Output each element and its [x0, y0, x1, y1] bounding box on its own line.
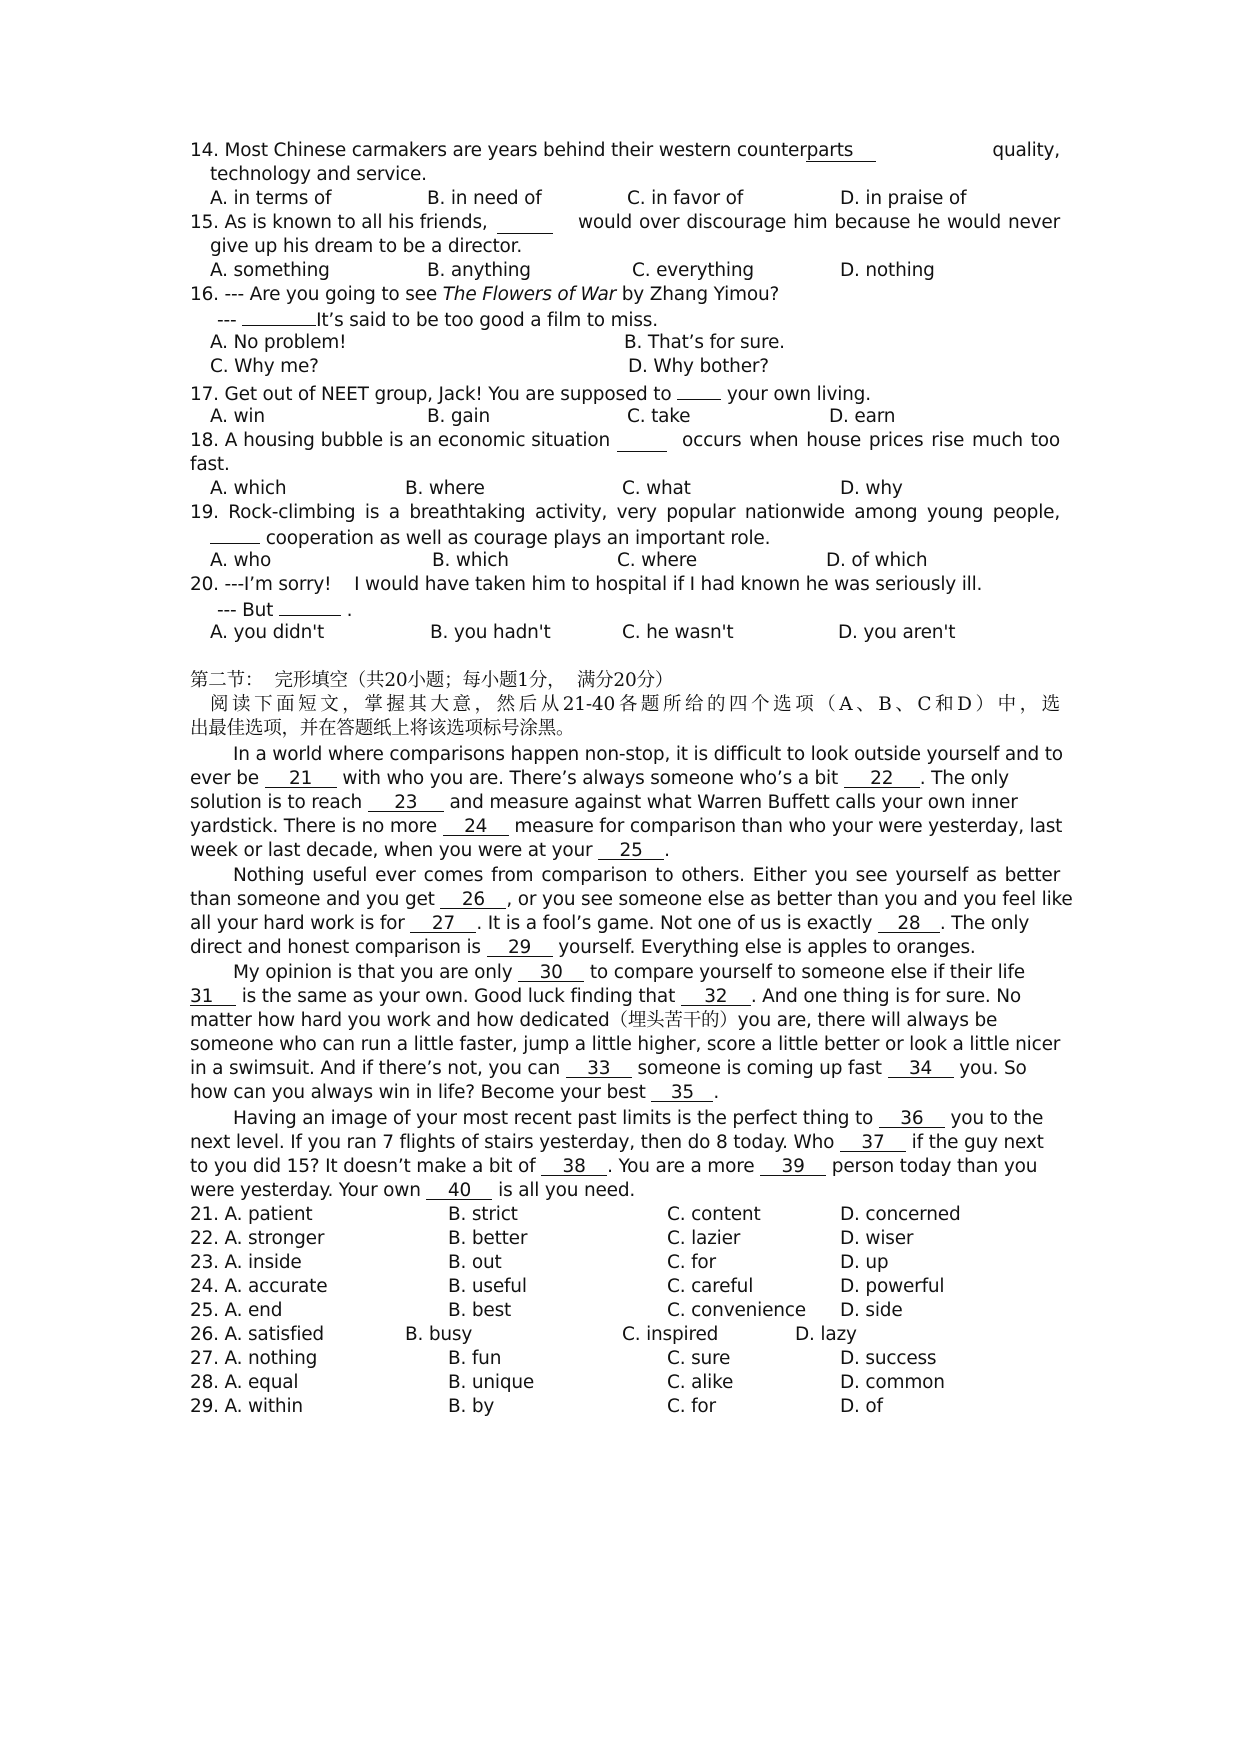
q26-option-c: C. inspired — [622, 1324, 719, 1345]
q18-stem-end: occurs when house prices rise much too — [682, 430, 1060, 451]
passage-text: with who you are. There’s always someone who’s a bit — [342, 768, 839, 789]
q17-option-d: D. earn — [829, 406, 896, 427]
passage-text: ever be — [190, 768, 259, 789]
q21-option-b: B. strict — [448, 1204, 518, 1225]
q26-option-d: D. lazy — [795, 1324, 857, 1345]
passage-p1-line2 — [190, 766, 1060, 792]
q20-line2 — [217, 596, 1087, 622]
passage-text: . And one thing is for sure. No — [750, 986, 1021, 1007]
q26-option-a: 26. A. satisfied — [190, 1324, 324, 1345]
passage-text: Having an image of your most recent past limits is the perfect thing to — [233, 1108, 874, 1129]
q17-option-c: C. take — [627, 406, 691, 427]
passage-text: . The only — [939, 913, 1030, 934]
q15-line1 — [190, 210, 1060, 236]
q16-blank — [242, 306, 316, 326]
q21-option-d: D. concerned — [840, 1204, 961, 1225]
blank-36: 36 — [879, 1108, 945, 1128]
blank-28: 28 — [878, 913, 940, 933]
blank-37: 37 — [840, 1132, 906, 1152]
passage-text: how can you always win in life? Become your best — [190, 1082, 646, 1103]
passage-text: than someone and you get — [190, 889, 435, 910]
q25-option-c: C. convenience — [667, 1300, 806, 1321]
passage-text: matter how hard you work and how dedicated — [190, 1010, 610, 1031]
q25-option-a: 25. A. end — [190, 1300, 283, 1321]
passage-p2-line1: Nothing useful ever comes from comparison to others. Either you see yourself as better — [233, 865, 1060, 886]
passage-text: to compare yourself to someone else if their life — [589, 962, 1025, 983]
q14-option-d: D. in praise of — [840, 188, 967, 209]
passage-text: week or last decade, when you were at your — [190, 840, 593, 861]
q14-line1 — [190, 138, 1060, 164]
q16-option-b: B. That’s for sure. — [624, 332, 785, 353]
passage-p3-line6 — [190, 1080, 1060, 1106]
q14-option-c: C. in favor of — [627, 188, 744, 209]
q20-option-c: C. he wasn't — [622, 622, 734, 643]
q25-option-b: B. best — [448, 1300, 512, 1321]
q19-option-a: A. who — [210, 550, 272, 571]
q28-option-b: B. unique — [448, 1372, 535, 1393]
q29-option-d: D. of — [840, 1396, 883, 1417]
q27-option-d: D. success — [840, 1348, 937, 1369]
q21-option-a: 21. A. patient — [190, 1204, 313, 1225]
q17-stem: 17. Get out of NEET group, Jack! You are supposed to — [190, 384, 672, 405]
q28-option-a: 28. A. equal — [190, 1372, 299, 1393]
q27-option-c: C. sure — [667, 1348, 731, 1369]
passage-text: and measure against what Warren Buffett calls your own inner — [449, 792, 1018, 813]
q22-option-a: 22. A. stronger — [190, 1228, 325, 1249]
passage-text: you are, there will always be — [737, 1010, 998, 1031]
q19-line1: 19. Rock-climbing is a breathtaking activity, very popular nationwide among young people, — [190, 502, 1060, 523]
q22-option-b: B. better — [448, 1228, 528, 1249]
q19-option-b: B. which — [432, 550, 509, 571]
q18-option-a: A. which — [210, 478, 287, 499]
passage-p3-line3 — [190, 1008, 1060, 1034]
q14-option-a: A. in terms of — [210, 188, 332, 209]
blank-31: 31 — [190, 986, 236, 1006]
passage-p1-line1: In a world where comparisons happen non-stop, it is difficult to look outside yourself and to — [233, 744, 1063, 765]
q18-option-b: B. where — [405, 478, 485, 499]
q14-stem: 14. Most Chinese carmakers are years behind their western counterparts — [190, 140, 854, 161]
passage-text: measure for comparison than who your were yesterday, last — [514, 816, 1063, 837]
blank-38: 38 — [541, 1156, 607, 1176]
passage-text: solution is to reach — [190, 792, 363, 813]
passage-p3-line2 — [190, 984, 1060, 1010]
q15-option-c: C. everything — [632, 260, 754, 281]
q15-option-b: B. anything — [427, 260, 531, 281]
blank-34: 34 — [888, 1058, 954, 1078]
passage-p1-line5 — [190, 838, 1060, 864]
blank-27: 27 — [410, 913, 476, 933]
passage-text: . — [713, 1082, 720, 1103]
blank-22: 22 — [844, 768, 920, 788]
passage-text: . — [664, 840, 670, 861]
blank-29: 29 — [487, 937, 553, 957]
q14-stem-end: quality, — [992, 140, 1060, 161]
q20-line1: 20. ---I’m sorry! I would have taken him to hospital if I had known he was seriously ill. — [190, 574, 983, 595]
passage-text: yardstick. There is no more — [190, 816, 437, 837]
q24-option-c: C. careful — [667, 1276, 754, 1297]
passage-p4-line2 — [190, 1130, 1060, 1156]
passage-p3-line5 — [190, 1056, 1060, 1082]
blank-23: 23 — [368, 792, 444, 812]
q15-option-a: A. something — [210, 260, 330, 281]
q17-line1 — [190, 380, 1060, 406]
passage-text: , or you see someone else as better than you and you feel like — [506, 889, 1073, 910]
passage-text: . The only — [919, 768, 1009, 789]
q18-option-d: D. why — [840, 478, 903, 499]
q23-option-c: C. for — [667, 1252, 716, 1273]
passage-chinese-gloss: （埋头苦干的） — [609, 1010, 738, 1031]
q16-stem: 16. --- Are you going to see — [190, 284, 438, 305]
passage-text: in a swimsuit. And if there’s not, you can — [190, 1058, 561, 1079]
q18-stem: 18. A housing bubble is an economic situation — [190, 430, 610, 451]
q14-option-b: B. in need of — [427, 188, 542, 209]
q25-option-d: D. side — [840, 1300, 903, 1321]
q14-blank — [806, 142, 876, 162]
q28-option-d: D. common — [840, 1372, 945, 1393]
q16-option-c: C. Why me? — [210, 356, 319, 377]
q17-option-a: A. win — [210, 406, 265, 427]
q20-option-a: A. you didn't — [210, 622, 325, 643]
q26-option-b: B. busy — [405, 1324, 473, 1345]
q19-line2 — [210, 524, 1080, 550]
q24-option-d: D. powerful — [840, 1276, 945, 1297]
q22-option-d: D. wiser — [840, 1228, 914, 1249]
q16-film-title: The Flowers of War — [442, 284, 617, 305]
q16-line1 — [190, 282, 1060, 308]
q21-option-c: C. content — [667, 1204, 761, 1225]
passage-p4-line3 — [190, 1154, 1060, 1180]
q16-line2 — [217, 306, 1087, 332]
q24-option-a: 24. A. accurate — [190, 1276, 328, 1297]
q17-stem-end: your own living. — [726, 384, 871, 405]
passage-text: if the guy next — [911, 1132, 1044, 1153]
q20-option-d: D. you aren't — [838, 622, 956, 643]
q29-option-b: B. by — [448, 1396, 495, 1417]
q28-option-c: C. alike — [667, 1372, 734, 1393]
blank-21: 21 — [265, 768, 337, 788]
section2-instructions-2: 出最佳选项，并在答题纸上将该选项标号涂黑。 — [190, 718, 575, 739]
q18-option-c: C. what — [622, 478, 691, 499]
passage-text: were yesterday. Your own — [190, 1180, 421, 1201]
blank-26: 26 — [440, 889, 506, 909]
passage-text: yourself. Everything else is apples to oranges. — [558, 937, 976, 958]
passage-text: direct and honest comparison is — [190, 937, 481, 958]
q19-option-c: C. where — [617, 550, 697, 571]
passage-text: you. So — [959, 1058, 1027, 1079]
section2-instructions-1: 阅读下面短文，掌握其大意，然后从21-40各题所给的四个选项（A、B、C和D）中，选 — [210, 694, 1060, 715]
q20-blank — [279, 596, 341, 616]
passage-p2-line2 — [190, 887, 1073, 913]
q16-option-d: D. Why bother? — [628, 356, 769, 377]
passage-text: is the same as your own. Good luck finding that — [241, 986, 676, 1007]
q19-stem-end: cooperation as well as courage plays an important role. — [265, 528, 771, 549]
passage-p1-line4 — [190, 814, 1063, 840]
q22-option-c: C. lazier — [667, 1228, 741, 1249]
passage-p2-line3 — [190, 911, 1060, 937]
q23-option-d: D. up — [840, 1252, 889, 1273]
passage-text: next level. If you ran 7 flights of stairs yesterday, then do 8 today. Who — [190, 1132, 835, 1153]
passage-text: My opinion is that you are only — [233, 962, 513, 983]
passage-text: someone is coming up fast — [637, 1058, 882, 1079]
q18-line2: fast. — [190, 454, 230, 475]
q15-option-d: D. nothing — [840, 260, 935, 281]
blank-40: 40 — [426, 1180, 492, 1200]
passage-p3-line4: someone who can run a little faster, jump a little higher, score a little better or look a little nicer — [190, 1034, 1061, 1055]
passage-p2-line4 — [190, 935, 1060, 961]
q20-but: --- But — [217, 600, 274, 621]
q18-blank — [617, 432, 667, 452]
blank-33: 33 — [566, 1058, 632, 1078]
q27-option-b: B. fun — [448, 1348, 502, 1369]
q23-option-b: B. out — [448, 1252, 502, 1273]
blank-39: 39 — [760, 1156, 826, 1176]
q20-option-b: B. you hadn't — [430, 622, 551, 643]
passage-text: you to the — [950, 1108, 1044, 1129]
q17-blank — [677, 380, 721, 400]
blank-25: 25 — [598, 840, 664, 860]
q19-option-d: D. of which — [826, 550, 928, 571]
blank-30: 30 — [518, 962, 584, 982]
passage-p4-line4 — [190, 1178, 1060, 1204]
q20-period: . — [346, 600, 353, 621]
q14-line2: technology and service. — [210, 164, 427, 185]
passage-p1-line3 — [190, 790, 1060, 816]
q23-option-a: 23. A. inside — [190, 1252, 302, 1273]
q15-line2: give up his dream to be a director. — [210, 236, 523, 257]
q24-option-b: B. useful — [448, 1276, 527, 1297]
q15-stem-end: would over discourage him because he would never — [578, 212, 1060, 233]
q16-option-a: A. No problem! — [210, 332, 347, 353]
passage-p3-line1 — [233, 960, 1103, 986]
q16-response: It’s said to be too good a film to miss. — [316, 310, 658, 331]
q16-stem-end: by Zhang Yimou? — [621, 284, 780, 305]
q29-option-c: C. for — [667, 1396, 716, 1417]
passage-text: all your hard work is for — [190, 913, 405, 934]
passage-text: person today than you — [831, 1156, 1038, 1177]
passage-p4-line1 — [233, 1106, 1103, 1132]
q19-blank — [210, 524, 260, 544]
blank-35: 35 — [651, 1082, 713, 1102]
passage-text: . It is a fool’s game. Not one of us is exactly — [476, 913, 873, 934]
q27-option-a: 27. A. nothing — [190, 1348, 318, 1369]
q29-option-a: 29. A. within — [190, 1396, 303, 1417]
q15-stem: 15. As is known to all his friends, — [190, 212, 488, 233]
passage-text: . You are a more — [607, 1156, 755, 1177]
blank-32: 32 — [681, 986, 751, 1006]
passage-text: to you did 15? It doesn’t make a bit of — [190, 1156, 536, 1177]
q16-dash: --- — [217, 310, 237, 331]
section2-heading: 第二节： 完形填空（共20小题；每小题1分， 满分20分） — [190, 670, 674, 691]
q17-option-b: B. gain — [427, 406, 490, 427]
q15-blank — [497, 214, 553, 234]
passage-text: is all you need. — [498, 1180, 636, 1201]
blank-24: 24 — [443, 816, 509, 836]
q18-line1 — [190, 428, 1060, 454]
